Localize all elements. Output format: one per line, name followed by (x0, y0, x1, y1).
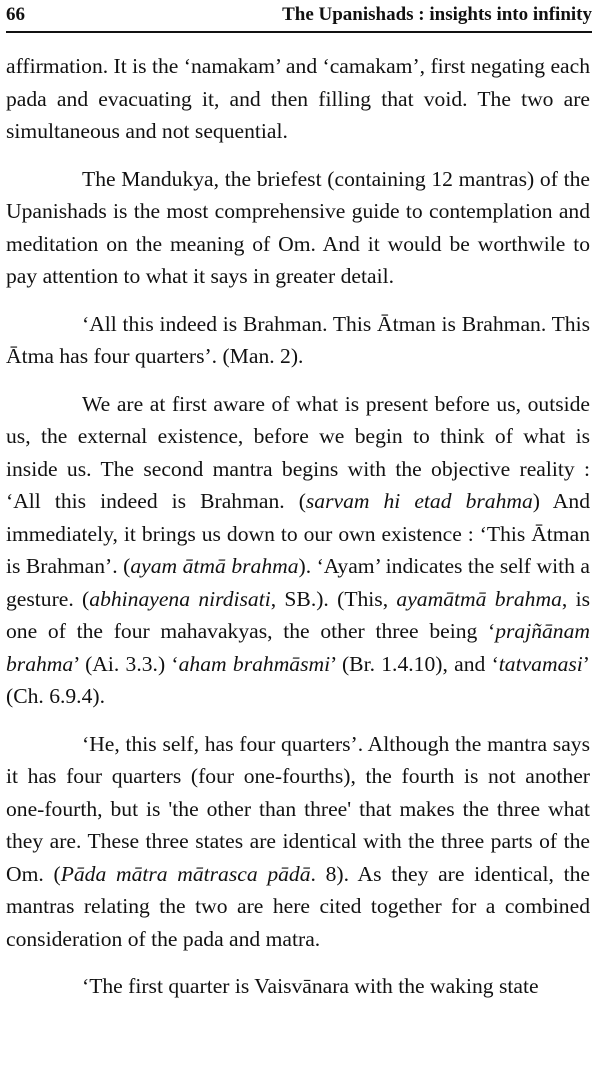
paragraph (6, 163, 590, 293)
page-body (6, 50, 590, 1003)
paragraph (6, 308, 590, 373)
italic-text-run: abhinayena nirdisati (89, 586, 271, 611)
italic-text-run: sarvam hi etad brahma (305, 489, 533, 513)
italic-text-run: aham brahmāsmi (178, 651, 331, 676)
page-header (6, 4, 592, 30)
paragraph (6, 388, 590, 713)
text-run: ‘He, this self, has four quarters’. Although the mantra says it has four quarters (four one-fourths), the fourth is not another one-fourth, but is 'the other than three' that makes the three what they are. These three states are identical with the three parts of the Om. ( (6, 731, 590, 886)
text-run: , SB.). (This, (270, 586, 397, 611)
italic-text-run: ayam ātmā brahma (130, 554, 299, 578)
text-run: affirmation. It is the ‘namakam’ and ‘camakam’, first negating each pada and evacuating it, and then filling that void. The two are simultaneous and not sequential. (6, 54, 590, 143)
text-run: ‘All this indeed is Brahman. This Ātman is Brahman. This Ātma has four quarters’. (Man. 2). (6, 311, 590, 368)
text-run: ’ (Ch. 6.9.4). (6, 651, 590, 708)
text-run: , is one of the four mahavakyas, the other three being ‘ (6, 586, 590, 643)
text-run: ) And immediately, it brings us down to our own existence : ‘This Ātman is Brahman’. ( (6, 489, 590, 578)
paragraph (6, 970, 590, 1003)
italic-text-run: tatvamasi (498, 651, 583, 676)
italic-text-run: prajñānam brahma (6, 619, 590, 676)
page-number: 66 (6, 4, 25, 25)
paragraph (6, 50, 590, 148)
running-title: The Upanishads : insights into infinity (282, 4, 592, 25)
header-rule (6, 31, 592, 33)
italic-text-run: Pāda mātra mātrasca pādā (60, 861, 311, 886)
text-run: ’ (Ai. 3.3.) ‘ (73, 651, 179, 676)
text-run: ’ (Br. 1.4.10), and ‘ (330, 651, 499, 676)
text-run: ). ‘Ayam’ indicates the self with a gesture. ( (6, 554, 590, 611)
text-run: ‘The first quarter is Vaisvānara with the waking state (82, 974, 539, 998)
text-run: We are at first aware of what is present before us, outside us, the external existence, before we begin to think of what is inside us. The second mantra begins with the objective reality : ‘All this indeed is Brahman. ( (6, 391, 590, 513)
italic-text-run: ayamātmā brahma (396, 586, 562, 611)
paragraph (6, 728, 590, 956)
text-run: The Mandukya, the briefest (containing 12 mantras) of the Upanishads is the most comprehensive guide to contemplation and meditation on the meaning of Om. And it would be worthwile to pay attention to what it says in greater detail. (6, 166, 590, 288)
text-run: . 8). As they are identical, the mantras relating the two are here cited together for a combined consideration of the pada and matra. (6, 861, 590, 951)
